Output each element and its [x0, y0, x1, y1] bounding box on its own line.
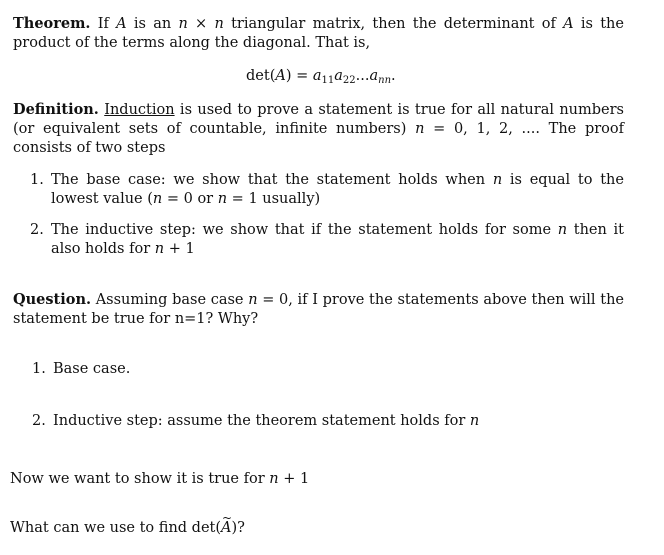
question-paragraph: Question. Assuming base case n = 0, if I prove the statements above then will the statement be true for n=1? Why?: [13, 291, 624, 327]
determinant-formula: $\det(A) = a_{11}a_{22}...a_{nn}$.: [246, 68, 396, 86]
theorem-paragraph: Theorem. If A is an n × n triangular matrix, then the determinant of A is the product of the terms along the diagonal. That is,: [13, 15, 624, 51]
answer-number-1: 1.: [32, 361, 46, 377]
a-tilde: ~ A: [221, 519, 231, 538]
step-number-2: 2.: [30, 222, 44, 238]
theorem-label: Theorem.: [13, 15, 91, 32]
answer-number-2: 2.: [32, 413, 46, 429]
step-inductive: The inductive step: we show that if the statement holds for some n then it also holds for n + 1: [51, 222, 624, 257]
definition-label: Definition.: [13, 101, 99, 118]
now-line: Now we want to show it is true for n + 1: [10, 471, 310, 487]
question-label: Question.: [13, 291, 92, 308]
step-number-1: 1.: [30, 172, 44, 188]
what-line: What can we use to find det(~ A)?: [10, 519, 245, 538]
answer-inductive-step: Inductive step: assume the theorem statement holds for n: [53, 413, 480, 429]
definition-paragraph: Definition. Induction is used to prove a statement is true for all natural numbers (or equivalent sets of countable, infinite numbers) n = 0, 1, 2, .... The proof consists of two steps: [13, 101, 625, 156]
answer-base-case: Base case.: [53, 361, 131, 377]
induction-term: Induction: [104, 102, 175, 118]
step-base-case: The base case: we show that the statement holds when n is equal to the lowest value (n = 0 or n = 1 usually): [51, 172, 624, 207]
